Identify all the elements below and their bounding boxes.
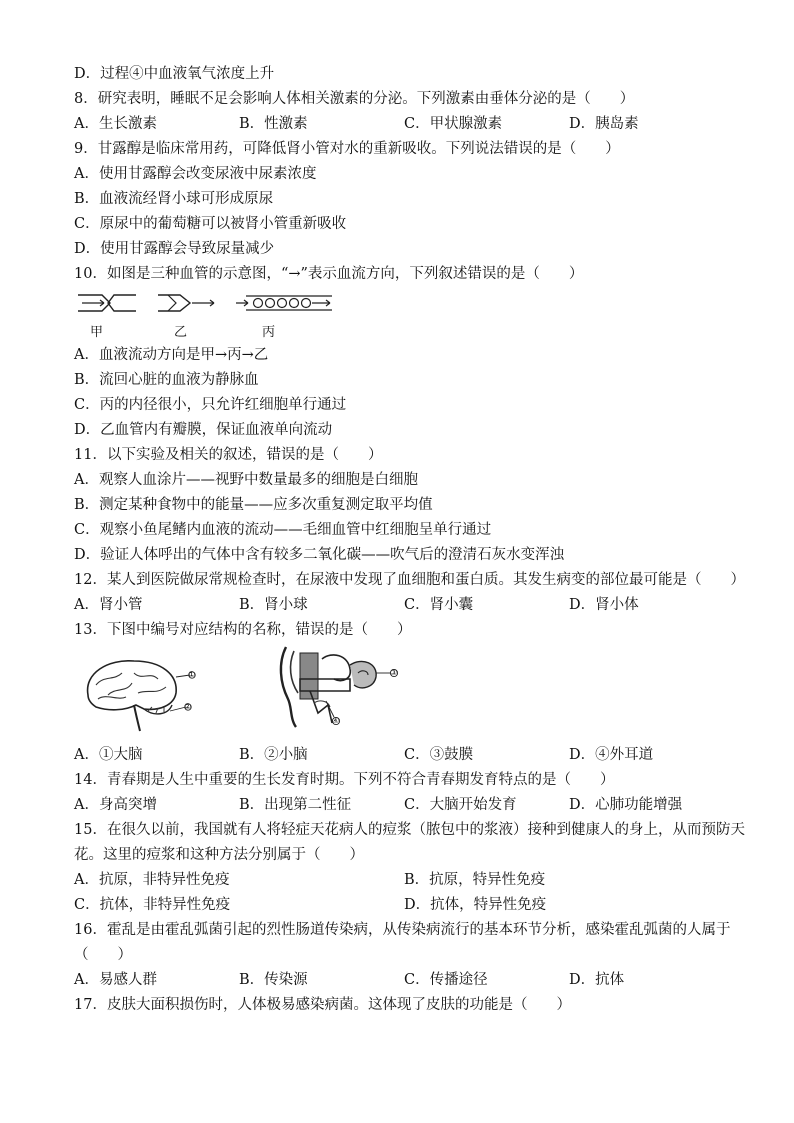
q10-option-b: B．流回心脏的血液为静脉血 [74, 372, 259, 388]
q11-option-d: D．验证人体呼出的气体中含有较多二氧化碳——吹气后的澄清石灰水变浑浊 [74, 547, 565, 563]
q14-option-b: B．出现第二性征 [239, 797, 352, 813]
q9-option-b: B．血液流经肾小球可形成原尿 [74, 191, 274, 207]
q10-stem: 10．如图是三种血管的示意图，“→”表示血流方向，下列叙述错误的是（ ） [74, 266, 584, 282]
q7-option-d: D．过程④中血液氧气浓度上升 [74, 66, 275, 82]
q14-options [74, 793, 734, 818]
ear-label-4: ④ [332, 716, 340, 725]
q16-option-c: C．传播途径 [404, 972, 488, 988]
q12-options [74, 593, 734, 618]
q15-options-row1 [74, 868, 734, 893]
q9-option-c: C．原尿中的葡萄糖可以被肾小管重新吸收 [74, 216, 347, 232]
q13-option-d: D．④外耳道 [569, 747, 654, 763]
q15-option-b: B．抗原，特异性免疫 [404, 872, 546, 888]
q14-stem: 14．青春期是人生中重要的生长发育时期。下列不符合青春期发育特点的是（ ） [74, 772, 615, 788]
q15-option-c: C．抗体，非特异性免疫 [74, 897, 231, 913]
q9-stem: 9．甘露醇是临床常用药，可降低肾小管对水的重新吸收。下列说法错误的是（ ） [74, 141, 620, 157]
q12-option-c: C．肾小囊 [404, 597, 474, 613]
q13-option-b: B．②小脑 [239, 747, 308, 763]
brain-label-2: ② [184, 702, 192, 711]
q13-stem: 13．下图中编号对应结构的名称，错误的是（ ） [74, 622, 412, 638]
vessel-label-bing: 丙 [262, 325, 276, 340]
q11-option-b: B．测定某种食物中的能量——应多次重复测定取平均值 [74, 497, 433, 513]
q16-stem-line2: （ ） [74, 947, 132, 963]
q15-options-row2 [74, 893, 734, 918]
blood-vessel-figure [74, 287, 734, 343]
q15-option-a: A．抗原，非特异性免疫 [74, 872, 230, 888]
vessel-label-jia: 甲 [90, 325, 104, 340]
q17-stem: 17．皮肤大面积损伤时，人体极易感染病菌。这体现了皮肤的功能是（ ） [74, 997, 571, 1013]
q16-option-a: A．易感人群 [74, 972, 157, 988]
q8-option-a: A．生长激素 [74, 116, 157, 132]
q11-option-c: C．观察小鱼尾鳍内血液的流动——毛细血管中红细胞呈单行通过 [74, 522, 492, 538]
q12-option-d: D．肾小体 [569, 597, 639, 613]
exam-page [74, 62, 745, 1018]
q13-options [74, 743, 734, 768]
q11-option-a: A．观察人血涂片——视野中数量最多的细胞是白细胞 [74, 472, 418, 488]
q15-stem-line2: 花。这里的痘浆和这种方法分别属于（ ） [74, 847, 364, 863]
q8-options [74, 112, 734, 137]
q11-stem: 11．以下实验及相关的叙述，错误的是（ ） [74, 447, 383, 463]
q13-option-c: C．③鼓膜 [404, 747, 474, 763]
q12-option-b: B．肾小球 [239, 597, 308, 613]
q12-option-a: A．肾小管 [74, 597, 143, 613]
brain-drawing [78, 655, 198, 733]
q13-option-a: A．①大脑 [74, 747, 143, 763]
vessel-bing-drawing [234, 291, 334, 315]
q16-options [74, 968, 734, 993]
q12-stem: 12．某人到医院做尿常规检查时，在尿液中发现了血细胞和蛋白质。其发生病变的部位最可能是（ ） [74, 572, 745, 588]
q9-option-a: A．使用甘露醇会改变尿液中尿素浓度 [74, 166, 317, 182]
ear-label-3: ③ [390, 668, 398, 677]
q14-option-a: A．身高突增 [74, 797, 157, 813]
q16-option-d: D．抗体 [569, 972, 625, 988]
vessel-jia-drawing [76, 291, 138, 315]
q10-option-a: A．血液流动方向是甲→丙→乙 [74, 347, 269, 363]
q8-option-b: B．性激素 [239, 116, 308, 132]
q8-stem: 8．研究表明，睡眠不足会影响人体相关激素的分泌。下列激素由垂体分泌的是（ ） [74, 91, 635, 107]
q15-option-d: D．抗体，特异性免疫 [404, 897, 547, 913]
q14-option-c: C．大脑开始发育 [404, 797, 517, 813]
vessel-label-yi: 乙 [174, 325, 188, 340]
q16-stem-line1: 16．霍乱是由霍乱弧菌引起的烈性肠道传染病，从传染病流行的基本环节分析，感染霍乱弧菌的人属于 [74, 922, 731, 938]
q8-option-c: C．甲状腺激素 [404, 116, 503, 132]
q9-option-d: D．使用甘露醇会导致尿量减少 [74, 241, 275, 257]
q14-option-d: D．心肺功能增强 [569, 797, 683, 813]
q10-option-c: C．丙的内径很小，只允许红细胞单行通过 [74, 397, 347, 413]
q10-option-d: D．乙血管内有瓣膜，保证血液单向流动 [74, 422, 333, 438]
vessel-yi-drawing [156, 291, 218, 315]
ear-drawing [270, 643, 410, 739]
q15-stem-line1: 15．在很久以前，我国就有人将轻症天花病人的痘浆（脓包中的浆液）接种到健康人的身上，从而预防天 [74, 822, 745, 838]
q8-option-d: D．胰岛素 [569, 116, 639, 132]
q16-option-b: B．传染源 [239, 972, 308, 988]
brain-ear-figure [74, 643, 734, 743]
brain-label-1: ① [188, 670, 196, 679]
